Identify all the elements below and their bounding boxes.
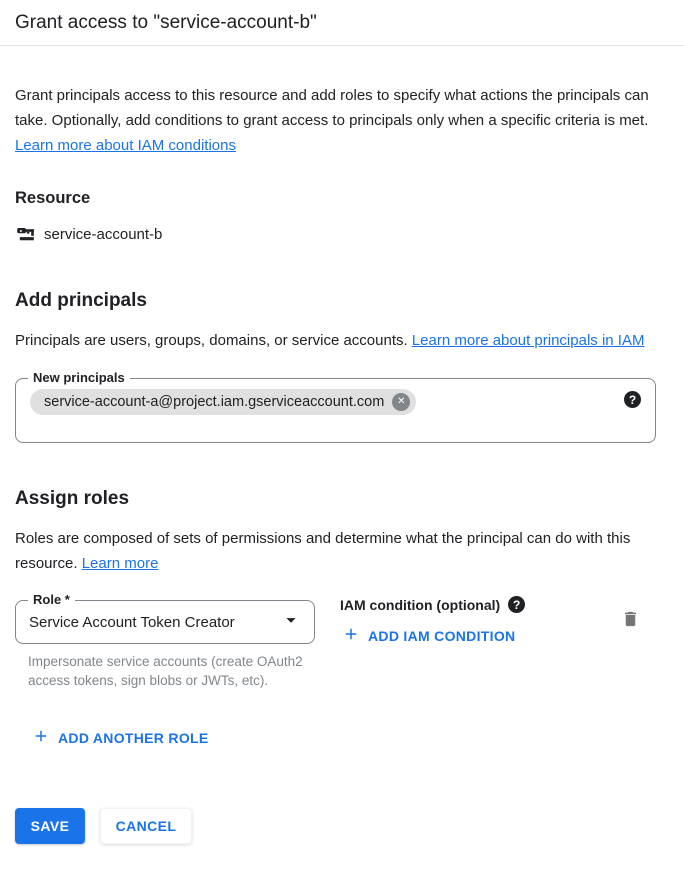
- role-row: [15, 592, 656, 690]
- cancel-button[interactable]: CANCEL: [100, 808, 192, 844]
- role-label: Role *: [28, 592, 75, 608]
- plus-icon: [32, 727, 50, 748]
- save-button[interactable]: SAVE: [15, 808, 85, 844]
- iam-condition-help-icon[interactable]: ?: [508, 596, 525, 613]
- new-principals-input[interactable]: [15, 370, 656, 443]
- learn-more-principals-link[interactable]: Learn more about principals in IAM: [411, 332, 645, 349]
- add-principals-description: [15, 328, 656, 353]
- add-iam-condition-label: ADD IAM CONDITION: [368, 627, 516, 644]
- chip-remove-button[interactable]: [392, 393, 410, 411]
- intro-text: Grant principals access to this resource and add roles to specify what actions the principals can take. Optionally, add conditions to grant access to principals only when a specific criteria is met.: [15, 87, 649, 129]
- delete-role-button[interactable]: [621, 609, 640, 632]
- plus-icon: [342, 625, 360, 646]
- dialog-footer: [15, 808, 656, 844]
- role-select[interactable]: [15, 592, 315, 644]
- role-selected-value: Service Account Token Creator: [29, 613, 235, 631]
- resource-name: service-account-b: [44, 226, 163, 243]
- iam-condition-label: IAM condition (optional): [340, 596, 501, 613]
- intro-paragraph: [15, 83, 656, 158]
- assign-roles-description: [15, 526, 656, 576]
- add-iam-condition-button[interactable]: [342, 625, 515, 646]
- learn-more-iam-conditions-link[interactable]: Learn more about IAM conditions: [15, 137, 236, 154]
- principal-chip: [30, 389, 416, 415]
- dialog-header: [0, 0, 684, 46]
- assign-roles-heading: Assign roles: [15, 488, 130, 509]
- add-principals-text: Principals are users, groups, domains, or service accounts.: [15, 332, 412, 349]
- add-principals-heading: Add principals: [15, 290, 147, 311]
- resource-row: [15, 224, 656, 245]
- dialog-title: Grant access to "service-account-b": [15, 12, 317, 33]
- principal-chip-text: service-account-a@project.iam.gserviceaccount.com: [44, 394, 385, 410]
- close-icon: ✕: [397, 396, 406, 407]
- resource-heading: Resource: [15, 189, 91, 207]
- principals-help-icon[interactable]: ?: [624, 391, 641, 408]
- iam-condition-label-row: [340, 596, 525, 613]
- role-column: [15, 592, 315, 690]
- service-account-icon: [15, 224, 36, 245]
- add-another-role-button[interactable]: [32, 727, 209, 748]
- iam-condition-column: [340, 596, 525, 648]
- new-principals-label: New principals: [28, 370, 130, 386]
- add-another-role-label: ADD ANOTHER ROLE: [58, 729, 209, 746]
- dropdown-arrow-icon: [280, 609, 302, 636]
- dialog-content: [0, 83, 684, 844]
- learn-more-roles-link[interactable]: Learn more: [81, 555, 159, 572]
- assign-roles-text: Roles are composed of sets of permissions and determine what the principal can do with this resource.: [15, 530, 631, 572]
- role-description: Impersonate service accounts (create OAuth2 access tokens, sign blobs or JWTs, etc).: [28, 654, 303, 688]
- trash-icon: [621, 617, 640, 632]
